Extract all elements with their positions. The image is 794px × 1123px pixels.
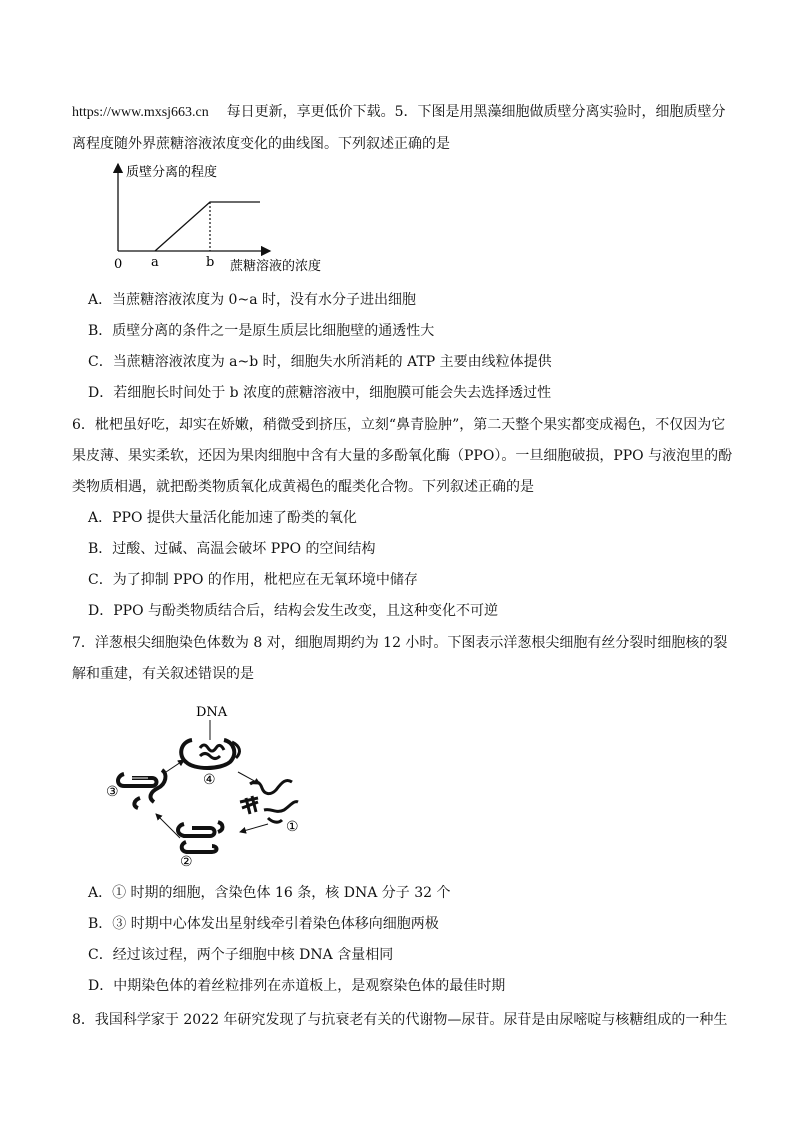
q7-option-b: B．③ 时期中心体发出星射线牵引着染色体移向细胞两极 bbox=[88, 916, 439, 932]
q5-curve bbox=[155, 202, 260, 251]
q7-option-a: A．① 时期的细胞，含染色体 16 条，核 DNA 分子 32 个 bbox=[88, 885, 451, 901]
q6-option-b: B．过酸、过碱、高温会破坏 PPO 的空间结构 bbox=[88, 541, 376, 557]
header-line bbox=[72, 102, 725, 123]
q5-figure-graph bbox=[100, 158, 350, 278]
q5-stem-line1: 5．下图是用黑藻细胞做质壁分离实验时，细胞质壁分 bbox=[394, 104, 726, 120]
q7-arrow-4-to-1 bbox=[238, 772, 260, 784]
q5-origin: 0 bbox=[114, 257, 123, 272]
site-url[interactable]: https://www.mxsj663.cn bbox=[72, 105, 209, 120]
q5-xlabel: 蔗糖溶液的浓度 bbox=[230, 259, 322, 274]
q5-tick-a: a bbox=[151, 255, 159, 270]
q7-stage1-label: ① bbox=[286, 819, 299, 835]
q6-stem-line3: 类物质相遇，就把酚类物质氧化成黄褐色的醌类化合物。下列叙述正确的是 bbox=[72, 479, 534, 495]
q7-stage4-label: ④ bbox=[203, 772, 216, 788]
q7-stage3-label: ③ bbox=[106, 784, 119, 800]
q5-tick-b: b bbox=[206, 255, 215, 270]
q7-option-c: C．经过该过程，两个子细胞中核 DNA 含量相同 bbox=[88, 947, 394, 963]
q7-stem-line2: 解和重建，有关叙述错误的是 bbox=[72, 666, 254, 682]
q7-option-d: D．中期染色体的着丝粒排列在赤道板上，是观察染色体的最佳时期 bbox=[88, 978, 506, 994]
q5-option-a: A．当蔗糖溶液浓度为 0~a 时，没有水分子进出细胞 bbox=[88, 292, 416, 308]
site-tagline: 每日更新，享更低价下载。 bbox=[226, 104, 395, 120]
q6-stem-line2: 果皮薄、果实柔软，还因为果肉细胞中含有大量的多酚氧化酶（PPO）。一旦细胞破损，PPO 与液泡里的酚 bbox=[72, 448, 733, 464]
q5-option-d: D．若细胞长时间处于 b 浓度的蔗糖溶液中，细胞膜可能会失去选择透过性 bbox=[88, 385, 552, 401]
q7-stem-line1: 7．洋葱根尖细胞染色体数为 8 对，细胞周期约为 12 小时。下图表示洋葱根尖细胞有丝分裂时细胞核的裂 bbox=[72, 635, 728, 651]
q7-stage3-cell bbox=[118, 770, 165, 808]
q6-stem-line1: 6．枇杷虽好吃，却实在娇嫩，稍微受到挤压，立刻“鼻青脸肿”，第二天整个果实都变成褐色，不仅因为它 bbox=[72, 417, 726, 433]
q7-arrow-3-to-4 bbox=[166, 760, 184, 772]
q6-option-a: A．PPO 提供大量活化能加速了酚类的氧化 bbox=[88, 510, 357, 526]
q5-option-b: B．质壁分离的条件之一是原生质层比细胞壁的通透性大 bbox=[88, 323, 435, 339]
q7-arrow-2-to-3 bbox=[156, 814, 180, 838]
q5-stem-line2: 离程度随外界蔗糖溶液浓度变化的曲线图。下列叙述正确的是 bbox=[72, 136, 450, 152]
q6-option-d: D．PPO 与酚类物质结合后，结构会发生改变，且这种变化不可逆 bbox=[88, 603, 498, 619]
q8-stem-line1: 8．我国科学家于 2022 年研究发现了与抗衰老有关的代谢物—尿苷。尿苷是由尿嘧啶与核糖组成的一种生 bbox=[72, 1012, 728, 1028]
q7-stage4-cell bbox=[181, 740, 239, 768]
q7-stage2-cell bbox=[178, 822, 223, 852]
q7-dna-label: DNA bbox=[196, 705, 228, 720]
q5-ylabel: 质壁分离的程度 bbox=[126, 165, 218, 180]
q7-arrow-1-to-2 bbox=[240, 824, 268, 832]
q7-stage2-label: ② bbox=[180, 854, 193, 870]
q6-option-c: C．为了抑制 PPO 的作用，枇杷应在无氧环境中储存 bbox=[88, 572, 418, 588]
q7-stage1-cell bbox=[240, 780, 298, 822]
q7-figure-cycle bbox=[100, 698, 330, 873]
q5-option-c: C．当蔗糖溶液浓度为 a~b 时，细胞失水所消耗的 ATP 主要由线粒体提供 bbox=[88, 354, 552, 370]
